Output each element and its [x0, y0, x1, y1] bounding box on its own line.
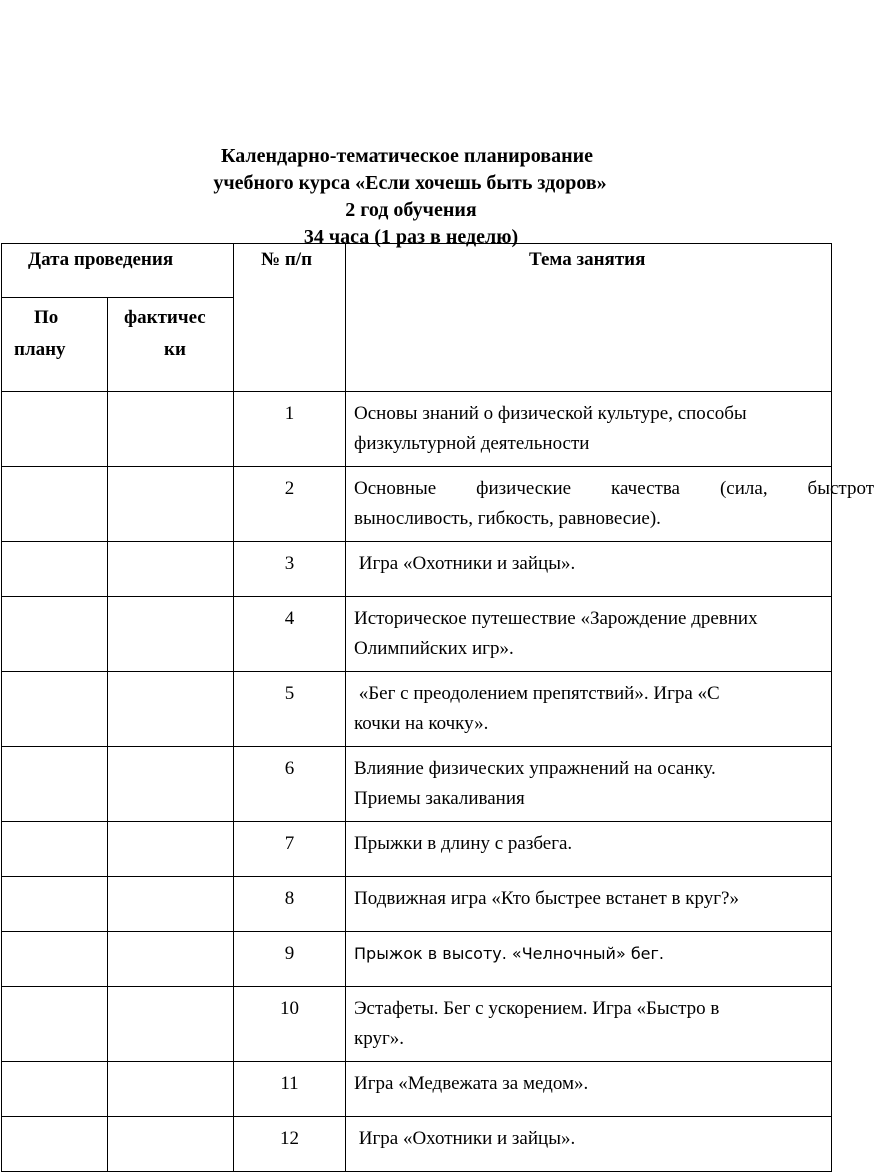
header-fact: [108, 298, 234, 392]
row-number: 2: [234, 467, 346, 542]
row-number: 9: [234, 932, 346, 987]
row-topic-line1: Игра «Охотники и зайцы».: [354, 1128, 576, 1149]
row-topic-line1: Историческое путешествие «Зарождение древних: [354, 608, 758, 629]
fact-date-cell: [108, 877, 234, 932]
row-topic-line1: Эстафеты. Бег с ускорением. Игра «Быстро в: [354, 998, 720, 1019]
fact-date-cell: [108, 747, 234, 822]
schedule-table: [1, 243, 874, 1172]
plan-date-cell: [2, 1117, 108, 1172]
plan-date-cell: [2, 467, 108, 542]
row-topic: [346, 747, 832, 822]
table-row: [2, 542, 832, 597]
row-topic: [346, 877, 832, 932]
header-topic: Тема занятия: [346, 244, 832, 392]
header-fact-line2: ки: [164, 339, 186, 360]
fact-date-cell: [108, 672, 234, 747]
table-row: [2, 1062, 832, 1117]
row-topic-line2: физкультурной деятельности: [354, 433, 590, 454]
document-title: [0, 143, 816, 251]
row-topic-line1: Игра «Медвежата за медом».: [354, 1073, 589, 1094]
row-number: 1: [234, 392, 346, 467]
plan-date-cell: [2, 747, 108, 822]
row-topic: [346, 932, 832, 987]
table-row: [2, 1117, 832, 1172]
row-topic: [346, 597, 832, 672]
row-topic: [346, 392, 832, 467]
fact-date-cell: [108, 932, 234, 987]
row-topic: [346, 467, 874, 542]
row-number: 6: [234, 747, 346, 822]
plan-date-cell: [2, 597, 108, 672]
row-topic-line1: Основные физические качества (сила, быстрот: [354, 478, 874, 499]
fact-date-cell: [108, 1062, 234, 1117]
row-topic: [346, 987, 832, 1062]
row-topic-line2: Приемы закаливания: [354, 788, 525, 809]
row-topic: [346, 672, 832, 747]
table-row: [2, 987, 832, 1062]
row-number: 11: [234, 1062, 346, 1117]
title-line-4: 34 часа (1 раз в неделю): [303, 226, 519, 248]
header-plan-line1: По: [34, 307, 59, 328]
header-date: Дата проведения: [2, 244, 234, 298]
row-topic-line2: круг».: [354, 1028, 405, 1049]
row-topic-line2: кочки на кочку».: [354, 713, 489, 734]
header-fact-line1: фактичес: [124, 307, 206, 328]
title-line-2: учебного курса «Если хочешь быть здоров»: [213, 172, 607, 194]
table-row: [2, 747, 832, 822]
plan-date-cell: [2, 1062, 108, 1117]
row-topic-line1: Прыжки в длину с разбега.: [354, 833, 573, 854]
row-number: 10: [234, 987, 346, 1062]
fact-date-cell: [108, 467, 234, 542]
fact-date-cell: [108, 597, 234, 672]
row-topic-line1: Основы знаний о физической культуре, способы: [354, 403, 747, 424]
row-topic-line1: «Бег с преодолением препятствий». Игра «С: [354, 683, 720, 704]
table-row: [2, 877, 832, 932]
row-number: 3: [234, 542, 346, 597]
fact-date-cell: [108, 822, 234, 877]
row-topic: [346, 822, 832, 877]
plan-date-cell: [2, 877, 108, 932]
plan-date-cell: [2, 987, 108, 1062]
header-plan-line2: плану: [14, 339, 66, 360]
row-topic-line1: Прыжок в высоту. «Челночный» бег.: [354, 944, 665, 963]
row-topic: [346, 1117, 832, 1172]
header-plan: [2, 298, 108, 392]
plan-date-cell: [2, 822, 108, 877]
table-row: [2, 822, 832, 877]
row-number: 5: [234, 672, 346, 747]
title-line-1: Календарно-тематическое планирование: [220, 145, 594, 167]
row-number: 8: [234, 877, 346, 932]
row-topic-line2: выносливость, гибкость, равновесие).: [354, 508, 661, 529]
plan-date-cell: [2, 932, 108, 987]
fact-date-cell: [108, 542, 234, 597]
row-topic-line1: Подвижная игра «Кто быстрее встанет в круг?»: [354, 888, 739, 909]
row-number: 4: [234, 597, 346, 672]
fact-date-cell: [108, 392, 234, 467]
header-number: № п/п: [234, 244, 346, 392]
fact-date-cell: [108, 1117, 234, 1172]
row-number: 12: [234, 1117, 346, 1172]
row-topic-line1: Влияние физических упражнений на осанку.: [354, 758, 716, 779]
table-row: [2, 597, 832, 672]
row-number: 7: [234, 822, 346, 877]
plan-date-cell: [2, 672, 108, 747]
row-topic-line2: Олимпийских игр».: [354, 638, 514, 659]
plan-date-cell: [2, 542, 108, 597]
table-row: [2, 932, 832, 987]
table-row: [2, 672, 832, 747]
plan-date-cell: [2, 392, 108, 467]
fact-date-cell: [108, 987, 234, 1062]
row-topic: [346, 542, 832, 597]
table-row: [2, 392, 832, 467]
row-topic: [346, 1062, 832, 1117]
title-line-3: 2 год обучения: [345, 199, 477, 221]
header-row: [2, 244, 832, 298]
table-row: [2, 467, 832, 542]
row-topic-line1: Игра «Охотники и зайцы».: [354, 553, 576, 574]
